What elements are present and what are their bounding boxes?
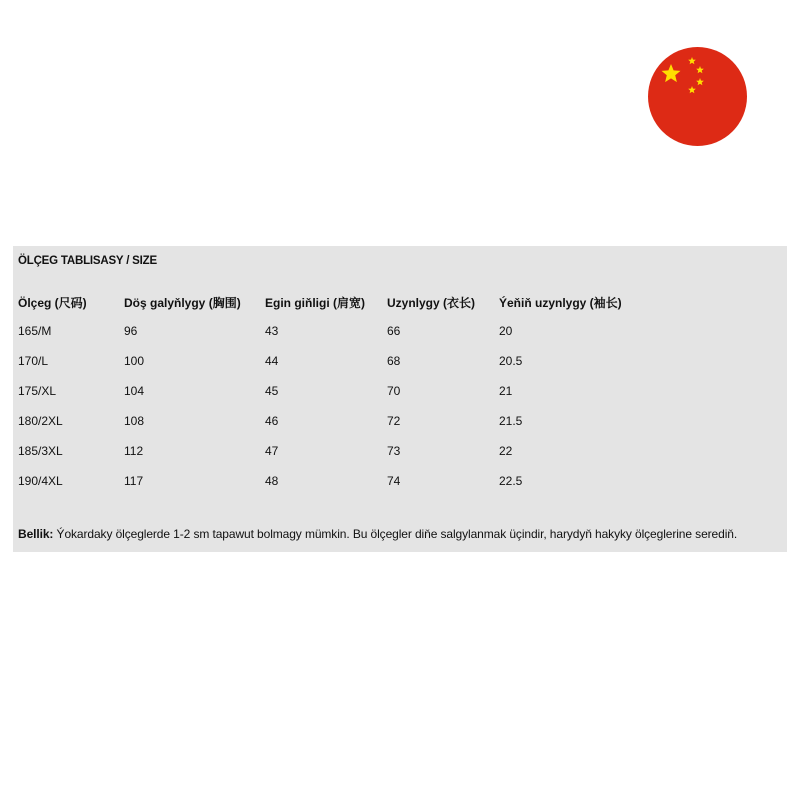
note-label: Bellik: — [18, 527, 54, 541]
small-star-2 — [696, 66, 704, 73]
cell-length: 73 — [387, 444, 401, 458]
header-sleeve: Ýeňiň uzynlygy (袖长) — [499, 296, 622, 310]
cell-shoulder: 47 — [265, 444, 279, 458]
small-star-4 — [688, 86, 696, 93]
cell-size: 165/M — [18, 324, 52, 338]
cell-chest: 96 — [124, 324, 138, 338]
cell-chest: 112 — [124, 444, 144, 458]
cell-shoulder: 48 — [265, 474, 279, 488]
size-chart-panel — [13, 246, 787, 552]
small-star-3 — [696, 78, 704, 85]
cell-shoulder: 43 — [265, 324, 279, 338]
cell-sleeve: 21 — [499, 384, 513, 398]
flag-stars — [648, 47, 747, 146]
cell-chest: 117 — [124, 474, 144, 488]
header-length: Uzynlygy (衣长) — [387, 296, 476, 310]
large-star — [662, 64, 681, 82]
cell-sleeve: 22 — [499, 444, 513, 458]
cell-shoulder: 46 — [265, 414, 279, 428]
size-chart-title: ÖLÇEG TABLISASY / SIZE — [18, 255, 157, 267]
small-star-1 — [688, 57, 696, 64]
cell-chest: 104 — [124, 384, 145, 398]
size-table — [13, 246, 787, 496]
note-text: Ýokardaky ölçeglerde 1-2 sm tapawut bolmagy mümkin. Bu ölçegler diňe salgylanmak üçindir, harydyň hakyky ölçeglerine serediň. — [53, 527, 738, 541]
header-chest: Döş galyňlygy (胸围) — [124, 296, 241, 310]
china-flag-icon — [648, 47, 747, 146]
size-note — [18, 527, 737, 541]
cell-shoulder: 44 — [265, 354, 279, 368]
header-shoulder: Egin giňligi (肩宽) — [265, 296, 365, 310]
cell-length: 66 — [387, 324, 401, 338]
cell-sleeve: 20 — [499, 324, 513, 338]
cell-chest: 100 — [124, 354, 145, 368]
cell-size: 185/3XL — [18, 444, 63, 458]
cell-sleeve: 20.5 — [499, 354, 523, 368]
cell-length: 70 — [387, 384, 401, 398]
cell-size: 190/4XL — [18, 474, 63, 488]
header-size: Ölçeg (尺码) — [18, 296, 87, 310]
cell-sleeve: 22.5 — [499, 474, 523, 488]
cell-length: 68 — [387, 354, 401, 368]
cell-chest: 108 — [124, 414, 145, 428]
cell-length: 74 — [387, 474, 401, 488]
cell-size: 180/2XL — [18, 414, 63, 428]
cell-length: 72 — [387, 414, 401, 428]
cell-size: 170/L — [18, 354, 49, 368]
cell-size: 175/XL — [18, 384, 57, 398]
cell-sleeve: 21.5 — [499, 414, 523, 428]
cell-shoulder: 45 — [265, 384, 279, 398]
